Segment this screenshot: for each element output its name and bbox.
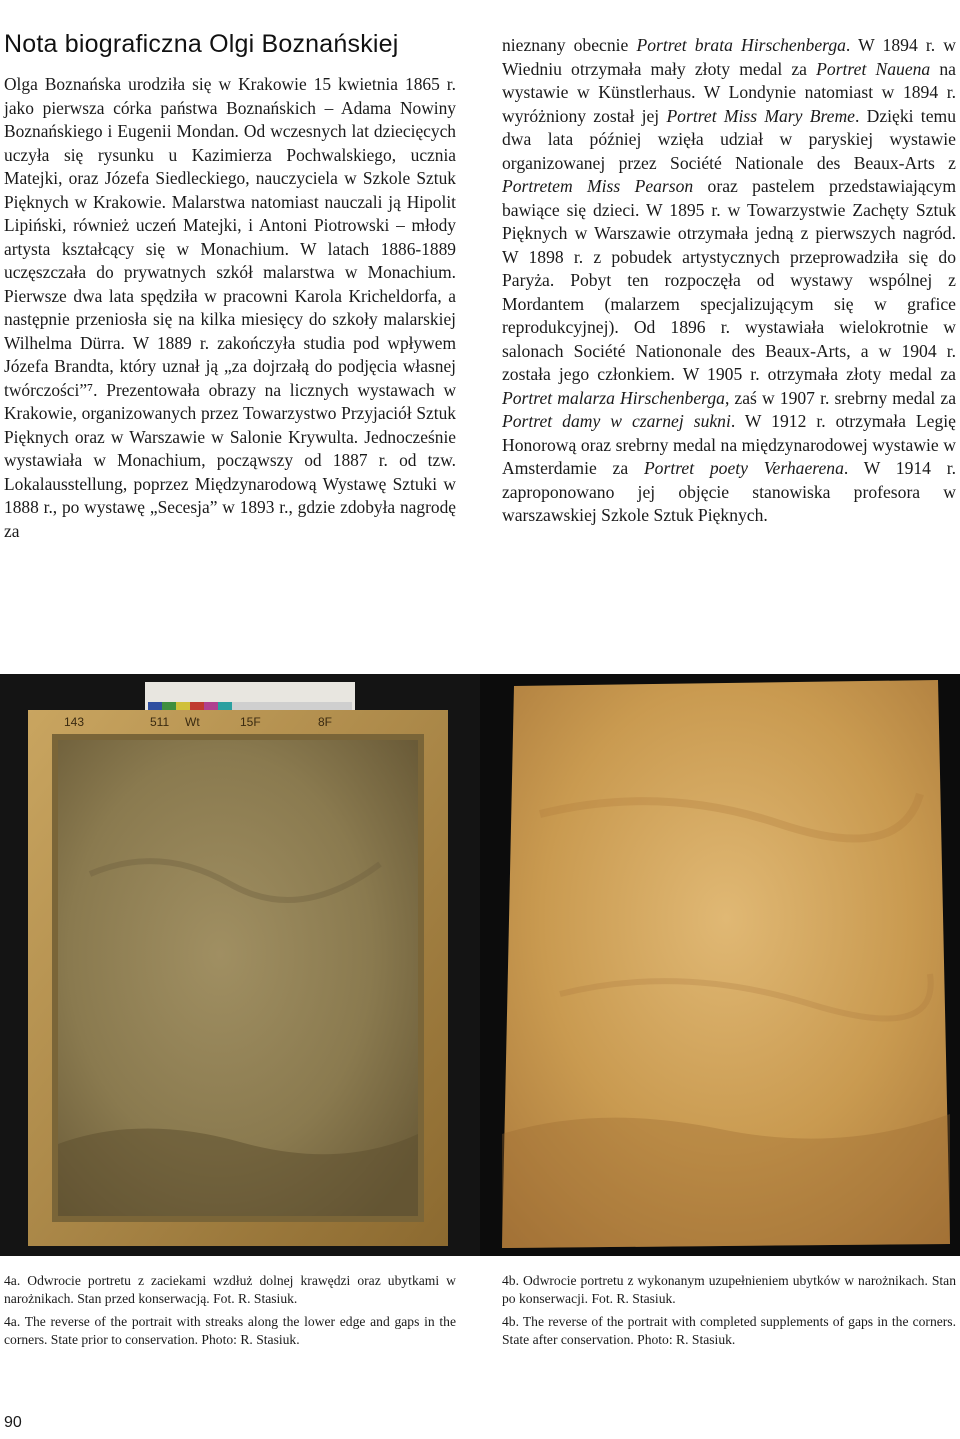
caption-4b <box>502 1272 956 1354</box>
artwork-title: Portret Miss Mary Breme <box>666 105 855 126</box>
caption-4b-pl: 4b. Odwrocie portretu z wykonanym uzupełnieniem ubytków w narożnikach. Stan po konserwacji. Fot. R. Stasiuk. <box>502 1273 956 1306</box>
inscription-2: 511 <box>150 715 170 729</box>
inscription-4: 15F <box>240 715 261 729</box>
inscription-5: 8F <box>318 715 333 729</box>
text-run: . W 1912 r. otrzymała Legię Honorową oraz srebrny medal na międzynarodowej wystawie w Amsterdamie za <box>502 411 956 478</box>
text-run: . W 1894 r. w Wiedniu otrzymała mały złoty medal za <box>502 35 956 79</box>
artwork-title: Portret brata Hirschenberga <box>636 35 846 55</box>
text-run: nieznany obecnie <box>502 35 637 55</box>
text-run: . W 1914 r. zaproponowano jej objęcie stanowiska profesora w warszawskiej Szkole Sztuk Pięknych. <box>502 458 957 525</box>
artwork-title: Portret Nauena <box>816 58 931 79</box>
caption-4b-en: 4b. The reverse of the portrait with completed supplements of gaps in the corners. State after conservation. Photo: R. Stasiuk. <box>502 1314 956 1347</box>
artwork-title: Portretem Miss Pearson <box>502 176 694 196</box>
left-column <box>4 30 456 543</box>
page-number: 90 <box>4 1414 22 1431</box>
caption-4a-pl: 4a. Odwrocie portretu z zaciekami wzdłuż dolnej krawędzi oraz ubytkami w narożnikach. Stan przed konserwacją. Fot. R. Stasiuk. <box>4 1273 456 1306</box>
canvas-reverse-before-image <box>0 674 480 1256</box>
right-paragraph <box>502 34 956 528</box>
text-run: , zaś w 1907 r. srebrny medal za <box>724 387 956 408</box>
text-run: . Dzięki temu dwa lata później wzięła udział w paryskiej wystawie organizowanej przez Société Nationale des Beaux-Arts z <box>502 105 956 173</box>
artwork-title: Portret damy w czarnej sukni <box>502 411 731 431</box>
text-run: oraz pastelem przedstawiającym bawiące się dzieci. W 1895 r. w Towarzystwie Zachęty Sztuk Pięknych w Warszawie otrzymała jedną z pierwszych nagród. W 1898 r. z pobudek artystycznych przeprowadziła się do Paryża. Pobyt ten rozpoczęła od wystawy wspólnej z Mordantem (malarzem specjalizującym się w grafice reprodukcyjnej). Od 1896 r. wystawiała wielokrotnie w salonach Société Nationonale des Beaux-Arts, a w 1904 r. została jego członkiem. W 1905 r. otrzymała złoty medal za <box>502 176 956 384</box>
inscription-1: 143 <box>64 715 85 729</box>
photo-after-conservation <box>480 674 960 1256</box>
photo-before-conservation <box>0 674 480 1256</box>
inscription-3: Wt <box>185 715 200 729</box>
text-run: na wystawie w Künstlerhaus. W Londynie natomiast w 1894 r. wyróżniony został jej <box>502 58 956 126</box>
artwork-title: Portret malarza Hirschenberga <box>502 387 725 408</box>
caption-4a-en: 4a. The reverse of the portrait with streaks along the lower edge and gaps in the corners. State prior to conservation. Photo: R. Stasiuk. <box>4 1314 456 1347</box>
left-paragraph: Olga Boznańska urodziła się w Krakowie 15 kwietnia 1865 r. jako pierwsza córka państwa Boznańskich – Adama Nowiny Boznańskiego i Eugenii Mondan. Od wczesnych lat dziecięcych uczyła się rysunku u Kazimierza Pochwalskiego, ucznia Matejki, oraz Józefa Siedleckiego, nauczyciela w Szkole Sztuk Pięknych w Krakowie. Malarstwa natomiast nauczali ją Hipolit Lipiński, również uczeń Matejki, i Antoni Piotrowski – młody artysta kształcący się w Monachium. W latach 1886-1889 uczęszczała do prywatnych szkół malarstwa w Monachium. Pierwsze dwa lata spędziła w pracowni Karola Kricheldorfa, a następnie przeniosła się na kilka miesięcy do szkoły malarskiej Wilhelma Dürra. W 1889 r. zakończyła studia pod wpływem Józefa Brandta, który uznał ją „za dojrzałą do podjęcia własnej twórczości”⁷. Prezentowała obrazy na licznych wystawach w Krakowie, organizowanych przez Towarzystwo Przyjaciół Sztuk Pięknych oraz w Warszawie w Salonie Krywulta. Jednocześnie wystawiała w Monachium, począwszy od 1887 r. od tzw. Lokalausstellung, poprzez Międzynarodową Wystawę Sztuki w 1888 r., po wystawę „Secesja” w 1893 r., gdzie zdobyła nagrodę za <box>4 74 456 541</box>
caption-4a <box>4 1272 456 1354</box>
artwork-title: Portret poety Verhaerena <box>643 458 844 478</box>
page-title: Nota biograficzna Olgi Boznańskiej <box>4 30 399 58</box>
canvas-reverse-after-image <box>480 674 960 1256</box>
right-column <box>502 34 956 528</box>
